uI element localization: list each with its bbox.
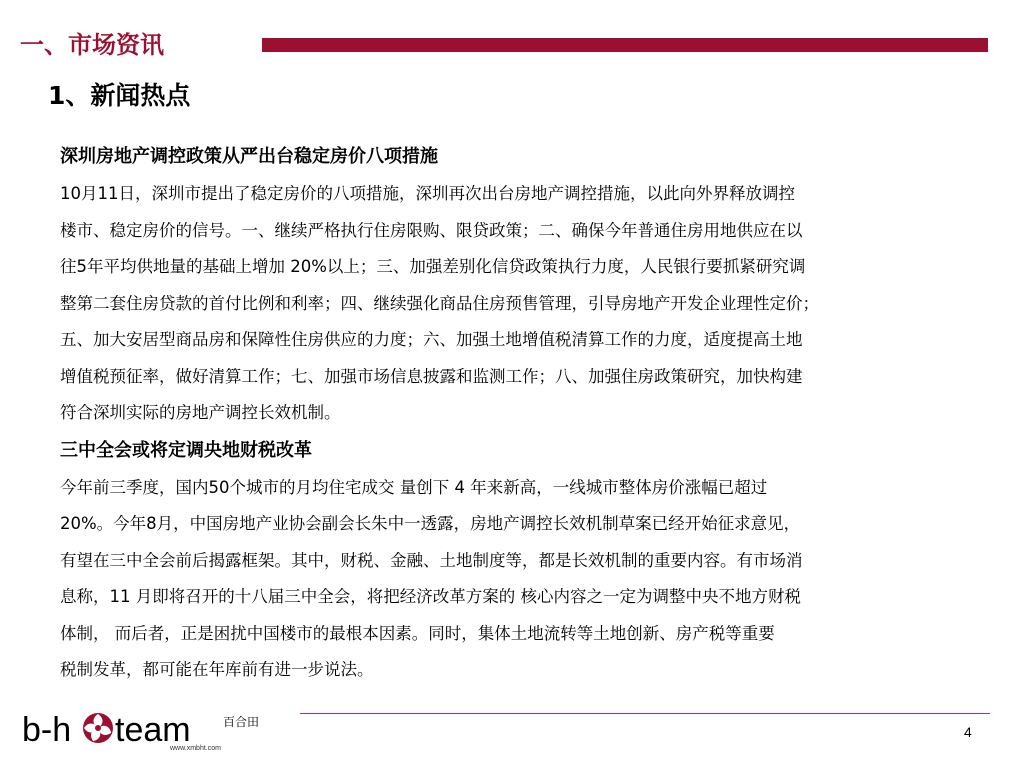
news-line: 息称，11 月即将召开的十八届三中全会，将把经济改革方案的 核心内容之一定为调整中央不地方财税	[60, 587, 801, 606]
news-line: 往5年平均供地量的基础上增加 20%以上；三、加强差别化信贷政策执行力度，人民银行要抓紧研究调	[60, 257, 806, 276]
news-line: 增值税预征率，做好清算工作；七、加强市场信息披露和监测工作；八、加强住房政策研究，加快构建	[60, 366, 803, 386]
news-line: 今年前三季度，国内50个城市的月均住宅成交 量创下 4 年来新高，一线城市整体房价涨幅已超过	[60, 477, 768, 497]
news-line: 整第二套住房贷款的首付比例和利率；四、继续强化商品住房预售管理，引导房地产开发企业理性定价；	[60, 293, 819, 313]
news-body	[60, 176, 980, 432]
news-line: 税制发革，都可能在年库前有进一步说法。	[60, 660, 374, 679]
news-article-shenzhen	[60, 142, 980, 432]
news-content	[60, 142, 980, 689]
company-logo	[22, 706, 262, 752]
news-heading: 深圳房地产调控政策从严出台稳定房价八项措施	[60, 146, 438, 167]
logo-cn-text: 百合田	[223, 715, 260, 729]
logo-text-left: b-h	[22, 711, 72, 749]
footer-divider	[300, 713, 990, 714]
page-number: 4	[964, 724, 972, 740]
news-line: 体制， 而后者，正是困扰中国楼市的最根本因素。同时，集体土地流转等土地创新、房产税等重要	[60, 623, 775, 643]
news-article-third-plenum	[60, 436, 980, 689]
news-body	[60, 470, 980, 689]
news-line: 10月11日，深圳市提出了稳定房价的八项措施，深圳再次出台房地产调控措施，以此向外界释放调控	[60, 184, 795, 203]
flower-icon	[83, 713, 113, 743]
news-line: 符合深圳实际的房地产调控长效机制。	[60, 403, 341, 422]
logo-url: www.xmbht.com	[170, 745, 221, 752]
news-line: 楼市、稳定房价的信号。一、继续严格执行住房限购、限贷政策；二、确保今年普通住房用地供应在以	[60, 220, 803, 240]
news-heading: 三中全会或将定调央地财税改革	[60, 439, 312, 461]
logo-text-right: team	[115, 711, 191, 749]
news-line: 20%。今年8月，中国房地产业协会副会长朱中一透露，房地产调控长效机制草案已经开始征求意见，	[60, 514, 801, 533]
section-title: 一、市场资讯	[20, 31, 164, 59]
sub-title: 1、新闻热点	[48, 81, 191, 110]
header-accent-bar	[262, 38, 988, 52]
news-line: 五、加大安居型商品房和保障性住房供应的力度；六、加强土地增值税清算工作的力度，适度提高土地	[60, 330, 803, 349]
news-line: 有望在三中全会前后揭露框架。其中，财税、金融、土地制度等，都是长效机制的重要内容。有市场消	[60, 550, 803, 570]
